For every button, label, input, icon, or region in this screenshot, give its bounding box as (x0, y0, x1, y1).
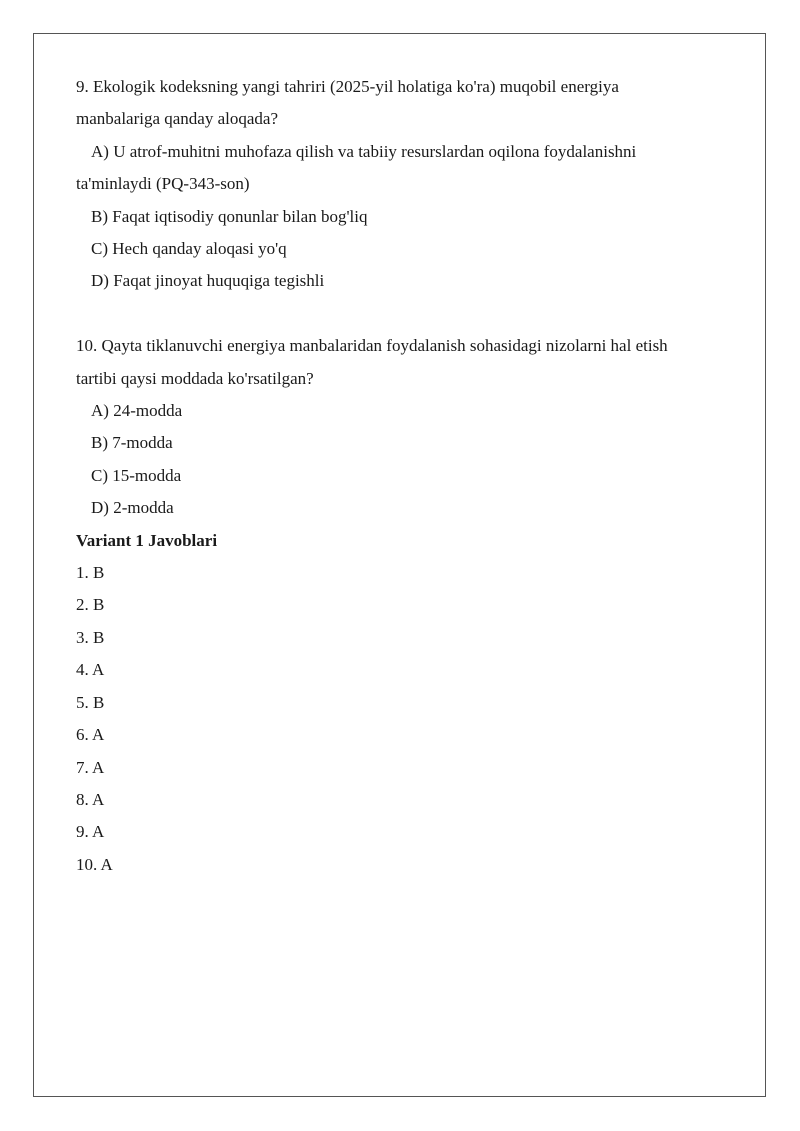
question-text-line: 9. Ekologik kodeksning yangi tahriri (2025-yil holatiga ko'ra) muqobil energiya (76, 77, 619, 96)
question-text-line: tartibi qaysi moddada ko'rsatilgan? (76, 368, 314, 388)
answer-item: 9. A (76, 822, 105, 842)
answer-item: 4. A (76, 660, 105, 680)
question-9 (76, 71, 746, 298)
option-c: C) 15-modda (91, 465, 182, 485)
option-d: D) Faqat jinoyat huquqiga tegishli (91, 271, 325, 291)
option-b: B) 7-modda (91, 433, 173, 453)
document-content (76, 71, 746, 881)
answers-list (76, 557, 746, 881)
answer-item: 10. A (76, 854, 113, 874)
answer-item: 2. B (76, 595, 105, 615)
question-10 (76, 330, 746, 524)
spacer (76, 298, 746, 330)
option-d: D) 2-modda (91, 498, 174, 518)
option-a (76, 136, 746, 201)
option-text-line: A) U atrof-muhitni muhofaza qilish va tabiiy resurslardan oqilona foydalanishni (91, 141, 637, 161)
options-list (76, 395, 746, 525)
answer-item: 5. B (76, 692, 105, 712)
answers-heading: Variant 1 Javoblari (76, 530, 218, 550)
option-a: A) 24-modda (91, 401, 183, 421)
options-list (76, 136, 746, 298)
answer-item: 7. A (76, 757, 105, 777)
answer-item: 1. B (76, 563, 105, 583)
answer-item: 6. A (76, 725, 105, 745)
option-b: B) Faqat iqtisodiy qonunlar bilan bog'liq (91, 206, 368, 226)
question-text-line: 10. Qayta tiklanuvchi energiya manbalaridan foydalanish sohasidagi nizolarni hal etish (76, 336, 668, 356)
question-text (76, 71, 746, 136)
answers-section (76, 525, 746, 881)
answer-item: 8. A (76, 789, 105, 809)
question-text (76, 330, 746, 395)
answer-item: 3. B (76, 627, 105, 647)
option-c: C) Hech qanday aloqasi yo'q (91, 239, 287, 259)
option-text-line: ta'minlaydi (PQ-343-son) (76, 174, 250, 194)
question-text-line: manbalariga qanday aloqada? (76, 109, 279, 129)
